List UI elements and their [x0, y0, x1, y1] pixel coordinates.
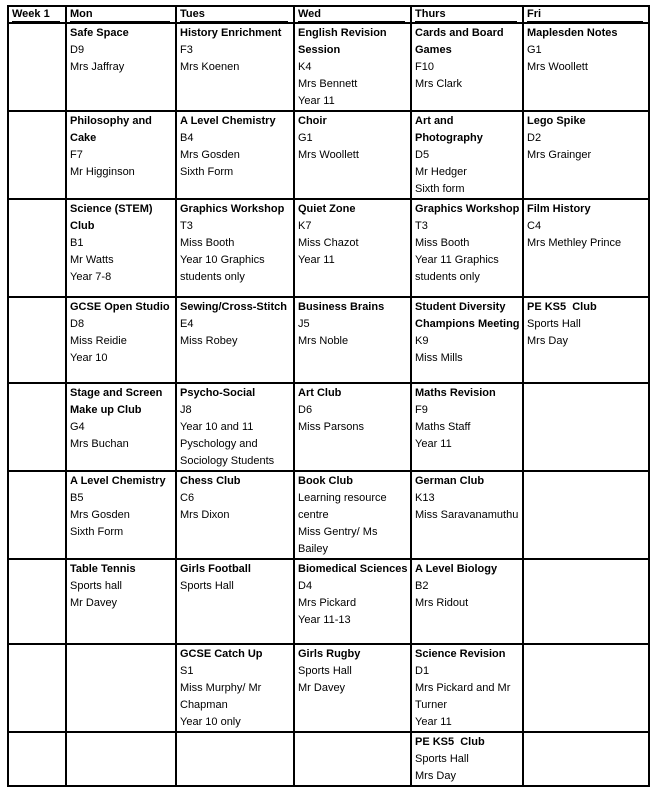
- activity-detail: Mrs Noble: [298, 335, 349, 347]
- activity-cell: [523, 297, 649, 383]
- activity-detail: Mrs Woollett: [527, 61, 588, 73]
- activity-title: Maths Revision: [415, 387, 496, 399]
- activity-title: Book Club: [298, 475, 353, 487]
- activity-detail: T3: [415, 220, 428, 232]
- day-header-mon: [66, 6, 176, 23]
- activity-cell: [66, 23, 176, 111]
- empty-cell: [523, 559, 649, 644]
- activity-cell: [66, 111, 176, 199]
- activity-detail: D5: [415, 149, 430, 161]
- week-column-cell: [8, 297, 66, 383]
- week-header-cell: [8, 6, 66, 23]
- week-column-cell: [8, 732, 66, 786]
- activity-detail: Miss Booth: [180, 237, 235, 249]
- day-header-label: Mon: [70, 8, 170, 22]
- activity-detail: J8: [180, 404, 192, 416]
- day-header-fri: [523, 6, 649, 23]
- activity-title: Cards and Board Games: [415, 27, 507, 56]
- activity-title: Science Revision: [415, 648, 506, 660]
- activity-detail: Miss Parsons: [298, 421, 365, 433]
- activity-detail: Mrs Grainger: [527, 149, 592, 161]
- activity-detail: Year 10 and 11: [180, 421, 254, 433]
- activity-cell: [411, 559, 523, 644]
- activity-title: GCSE Catch Up: [180, 648, 263, 660]
- activity-detail: Miss Chazot: [298, 237, 359, 249]
- activity-title: Science (STEM) Club: [70, 203, 156, 232]
- activity-title: Graphics Workshop: [415, 203, 520, 215]
- activity-detail: Mr Davey: [298, 682, 346, 694]
- activity-cell: [176, 199, 294, 297]
- week-column-cell: [8, 471, 66, 559]
- timetable-row: [8, 23, 649, 111]
- activity-cell: [523, 23, 649, 111]
- activity-title: PE KS5 Club: [415, 736, 485, 748]
- activity-title: Art Club: [298, 387, 342, 399]
- activity-detail: D4: [298, 580, 313, 592]
- activity-detail: Maths Staff: [415, 421, 471, 433]
- activity-detail: K7: [298, 220, 312, 232]
- activity-title: GCSE Open Studio: [70, 301, 170, 313]
- timetable-row: [8, 559, 649, 644]
- activity-detail: Sports Hall: [180, 580, 234, 592]
- activity-detail: Mrs Jaffray: [70, 61, 125, 73]
- activity-detail: B4: [180, 132, 194, 144]
- timetable-row: [8, 111, 649, 199]
- activity-cell: [294, 23, 411, 111]
- activity-detail: D1: [415, 665, 430, 677]
- activity-cell: [294, 297, 411, 383]
- activity-detail: Mrs Dixon: [180, 509, 230, 521]
- activity-cell: [411, 23, 523, 111]
- activity-cell: [176, 297, 294, 383]
- activity-detail: Mrs Ridout: [415, 597, 469, 609]
- activity-title: Chess Club: [180, 475, 241, 487]
- activity-title: Quiet Zone: [298, 203, 356, 215]
- day-header-label: Wed: [298, 8, 405, 22]
- activity-detail: K13: [415, 492, 435, 504]
- activity-detail: Sports hall: [70, 580, 122, 592]
- activity-detail: Mrs Buchan: [70, 438, 129, 450]
- activity-detail: F7: [70, 149, 83, 161]
- activity-detail: Mrs Gosden: [70, 509, 130, 521]
- activity-title: Table Tennis: [70, 563, 136, 575]
- empty-cell: [66, 644, 176, 732]
- activity-cell: [176, 559, 294, 644]
- activity-detail: Mrs Koenen: [180, 61, 240, 73]
- timetable-row: [8, 471, 649, 559]
- activity-title: Business Brains: [298, 301, 385, 313]
- empty-cell: [523, 644, 649, 732]
- activity-cell: [294, 559, 411, 644]
- activity-detail: Sports Hall: [298, 665, 352, 677]
- activity-cell: [523, 111, 649, 199]
- activity-detail: Mrs Pickard: [298, 597, 357, 609]
- activity-title: Student Diversity Champions Meeting: [415, 301, 520, 330]
- activity-detail: Sixth Form: [180, 166, 234, 178]
- activity-title: Sewing/Cross-Stitch: [180, 301, 287, 313]
- activity-detail: Miss Reidie: [70, 335, 127, 347]
- activity-detail: Miss Gentry/ Ms Bailey: [298, 526, 378, 555]
- activity-detail: Year 10: [70, 352, 108, 364]
- activity-cell: [66, 559, 176, 644]
- activity-detail: Pyschology and Sociology Students: [180, 438, 275, 467]
- week-column-cell: [8, 383, 66, 471]
- activity-cell: [523, 199, 649, 297]
- activity-cell: [66, 199, 176, 297]
- activity-cell: [411, 111, 523, 199]
- day-header-label: Tues: [180, 8, 288, 22]
- activity-title: Choir: [298, 115, 327, 127]
- activity-title: Girls Football: [180, 563, 251, 575]
- activity-detail: E4: [180, 318, 194, 330]
- activity-detail: G1: [527, 44, 542, 56]
- activity-detail: Mrs Day: [415, 770, 456, 782]
- week-label: Week 1: [12, 8, 60, 22]
- activity-detail: Miss Saravanamuthu: [415, 509, 519, 521]
- activity-cell: [411, 199, 523, 297]
- activity-title: Psycho-Social: [180, 387, 256, 399]
- activity-detail: Mrs Bennett: [298, 78, 358, 90]
- activity-detail: K9: [415, 335, 429, 347]
- activity-title: Stage and Screen Make up Club: [70, 387, 166, 416]
- activity-title: English Revision Session: [298, 27, 390, 56]
- activity-detail: Mrs Pickard and Mr Turner: [415, 682, 511, 711]
- week-column-cell: [8, 559, 66, 644]
- activity-cell: [176, 644, 294, 732]
- activity-title: Graphics Workshop: [180, 203, 285, 215]
- activity-detail: Miss Booth: [415, 237, 470, 249]
- activity-detail: B5: [70, 492, 84, 504]
- activity-detail: Year 10 Graphics students only: [180, 254, 265, 283]
- activity-detail: Mrs Day: [527, 335, 568, 347]
- header-row: [8, 6, 649, 23]
- activity-detail: Sports Hall: [527, 318, 581, 330]
- week-column-cell: [8, 199, 66, 297]
- activity-title: Philosophy and Cake: [70, 115, 155, 144]
- activity-title: German Club: [415, 475, 485, 487]
- empty-cell: [523, 471, 649, 559]
- day-header-label: Thurs: [415, 8, 517, 22]
- activity-detail: F10: [415, 61, 434, 73]
- activity-cell: [176, 383, 294, 471]
- activity-detail: Mrs Gosden: [180, 149, 240, 161]
- timetable-row: [8, 644, 649, 732]
- timetable-row: [8, 383, 649, 471]
- activity-title: A Level Chemistry: [70, 475, 166, 487]
- activity-detail: Miss Robey: [180, 335, 238, 347]
- day-header-tues: [176, 6, 294, 23]
- activity-cell: [176, 23, 294, 111]
- activity-detail: Mr Watts: [70, 254, 114, 266]
- activity-detail: Miss Murphy/ Mr Chapman: [180, 682, 262, 711]
- week-column-cell: [8, 644, 66, 732]
- activity-detail: Learning resource centre: [298, 492, 387, 521]
- activity-title: A Level Biology: [415, 563, 498, 575]
- day-header-label: Fri: [527, 8, 643, 22]
- timetable-row: [8, 297, 649, 383]
- activity-cell: [66, 297, 176, 383]
- activity-title: History Enrichment: [180, 27, 282, 39]
- activity-detail: G1: [298, 132, 313, 144]
- activity-detail: Year 11-13: [298, 614, 351, 626]
- activity-cell: [294, 111, 411, 199]
- activity-title: Girls Rugby: [298, 648, 361, 660]
- activity-detail: K4: [298, 61, 312, 73]
- activity-detail: Mrs Clark: [415, 78, 463, 90]
- activity-title: Art and Photography: [415, 115, 483, 144]
- activity-cell: [66, 471, 176, 559]
- activity-cell: [176, 471, 294, 559]
- activity-title: Film History: [527, 203, 591, 215]
- activity-title: Lego Spike: [527, 115, 586, 127]
- activity-detail: Mr Higginson: [70, 166, 135, 178]
- activity-detail: B2: [415, 580, 429, 592]
- day-header-wed: [294, 6, 411, 23]
- week-column-cell: [8, 23, 66, 111]
- activity-detail: Mr Hedger: [415, 166, 467, 178]
- activity-cell: [294, 644, 411, 732]
- activity-title: Maplesden Notes: [527, 27, 618, 39]
- activity-title: Safe Space: [70, 27, 129, 39]
- empty-cell: [523, 383, 649, 471]
- activity-cell: [294, 471, 411, 559]
- activity-detail: J5: [298, 318, 310, 330]
- activity-detail: Year 7-8: [70, 271, 112, 283]
- activity-title: A Level Chemistry: [180, 115, 276, 127]
- activity-detail: T3: [180, 220, 193, 232]
- activity-detail: Year 11 Graphics students only: [415, 254, 499, 283]
- activity-cell: [176, 111, 294, 199]
- activity-detail: G4: [70, 421, 85, 433]
- activity-cell: [411, 471, 523, 559]
- empty-cell: [294, 732, 411, 786]
- timetable-row: [8, 732, 649, 786]
- activity-detail: D6: [298, 404, 313, 416]
- activity-detail: Sixth Form: [70, 526, 124, 538]
- activity-detail: Sports Hall: [415, 753, 469, 765]
- activity-detail: F3: [180, 44, 193, 56]
- activity-detail: Year 11: [415, 438, 452, 450]
- activity-detail: Year 11: [298, 95, 335, 107]
- activity-detail: F9: [415, 404, 428, 416]
- empty-cell: [66, 732, 176, 786]
- activity-detail: Miss Mills: [415, 352, 463, 364]
- activity-detail: Year 11: [298, 254, 335, 266]
- day-header-thurs: [411, 6, 523, 23]
- activity-detail: Mrs Methley Prince: [527, 237, 622, 249]
- activity-cell: [411, 644, 523, 732]
- week-column-cell: [8, 111, 66, 199]
- activity-detail: Mrs Woollett: [298, 149, 359, 161]
- empty-cell: [176, 732, 294, 786]
- timetable-row: [8, 199, 649, 297]
- activity-detail: B1: [70, 237, 84, 249]
- activity-detail: Year 10 only: [180, 716, 241, 728]
- clubs-timetable: [7, 5, 650, 787]
- activity-detail: C6: [180, 492, 195, 504]
- activity-cell: [294, 383, 411, 471]
- activity-cell: [411, 383, 523, 471]
- activity-cell: [411, 732, 523, 786]
- activity-cell: [294, 199, 411, 297]
- empty-cell: [523, 732, 649, 786]
- activity-cell: [411, 297, 523, 383]
- activity-detail: D9: [70, 44, 85, 56]
- activity-detail: Sixth form: [415, 183, 465, 195]
- activity-detail: Year 11: [415, 716, 452, 728]
- activity-detail: Mr Davey: [70, 597, 118, 609]
- activity-cell: [66, 383, 176, 471]
- activity-detail: S1: [180, 665, 194, 677]
- activity-title: PE KS5 Club: [527, 301, 597, 313]
- activity-detail: D8: [70, 318, 85, 330]
- activity-title: Biomedical Sciences: [298, 563, 408, 575]
- activity-detail: C4: [527, 220, 542, 232]
- activity-detail: D2: [527, 132, 542, 144]
